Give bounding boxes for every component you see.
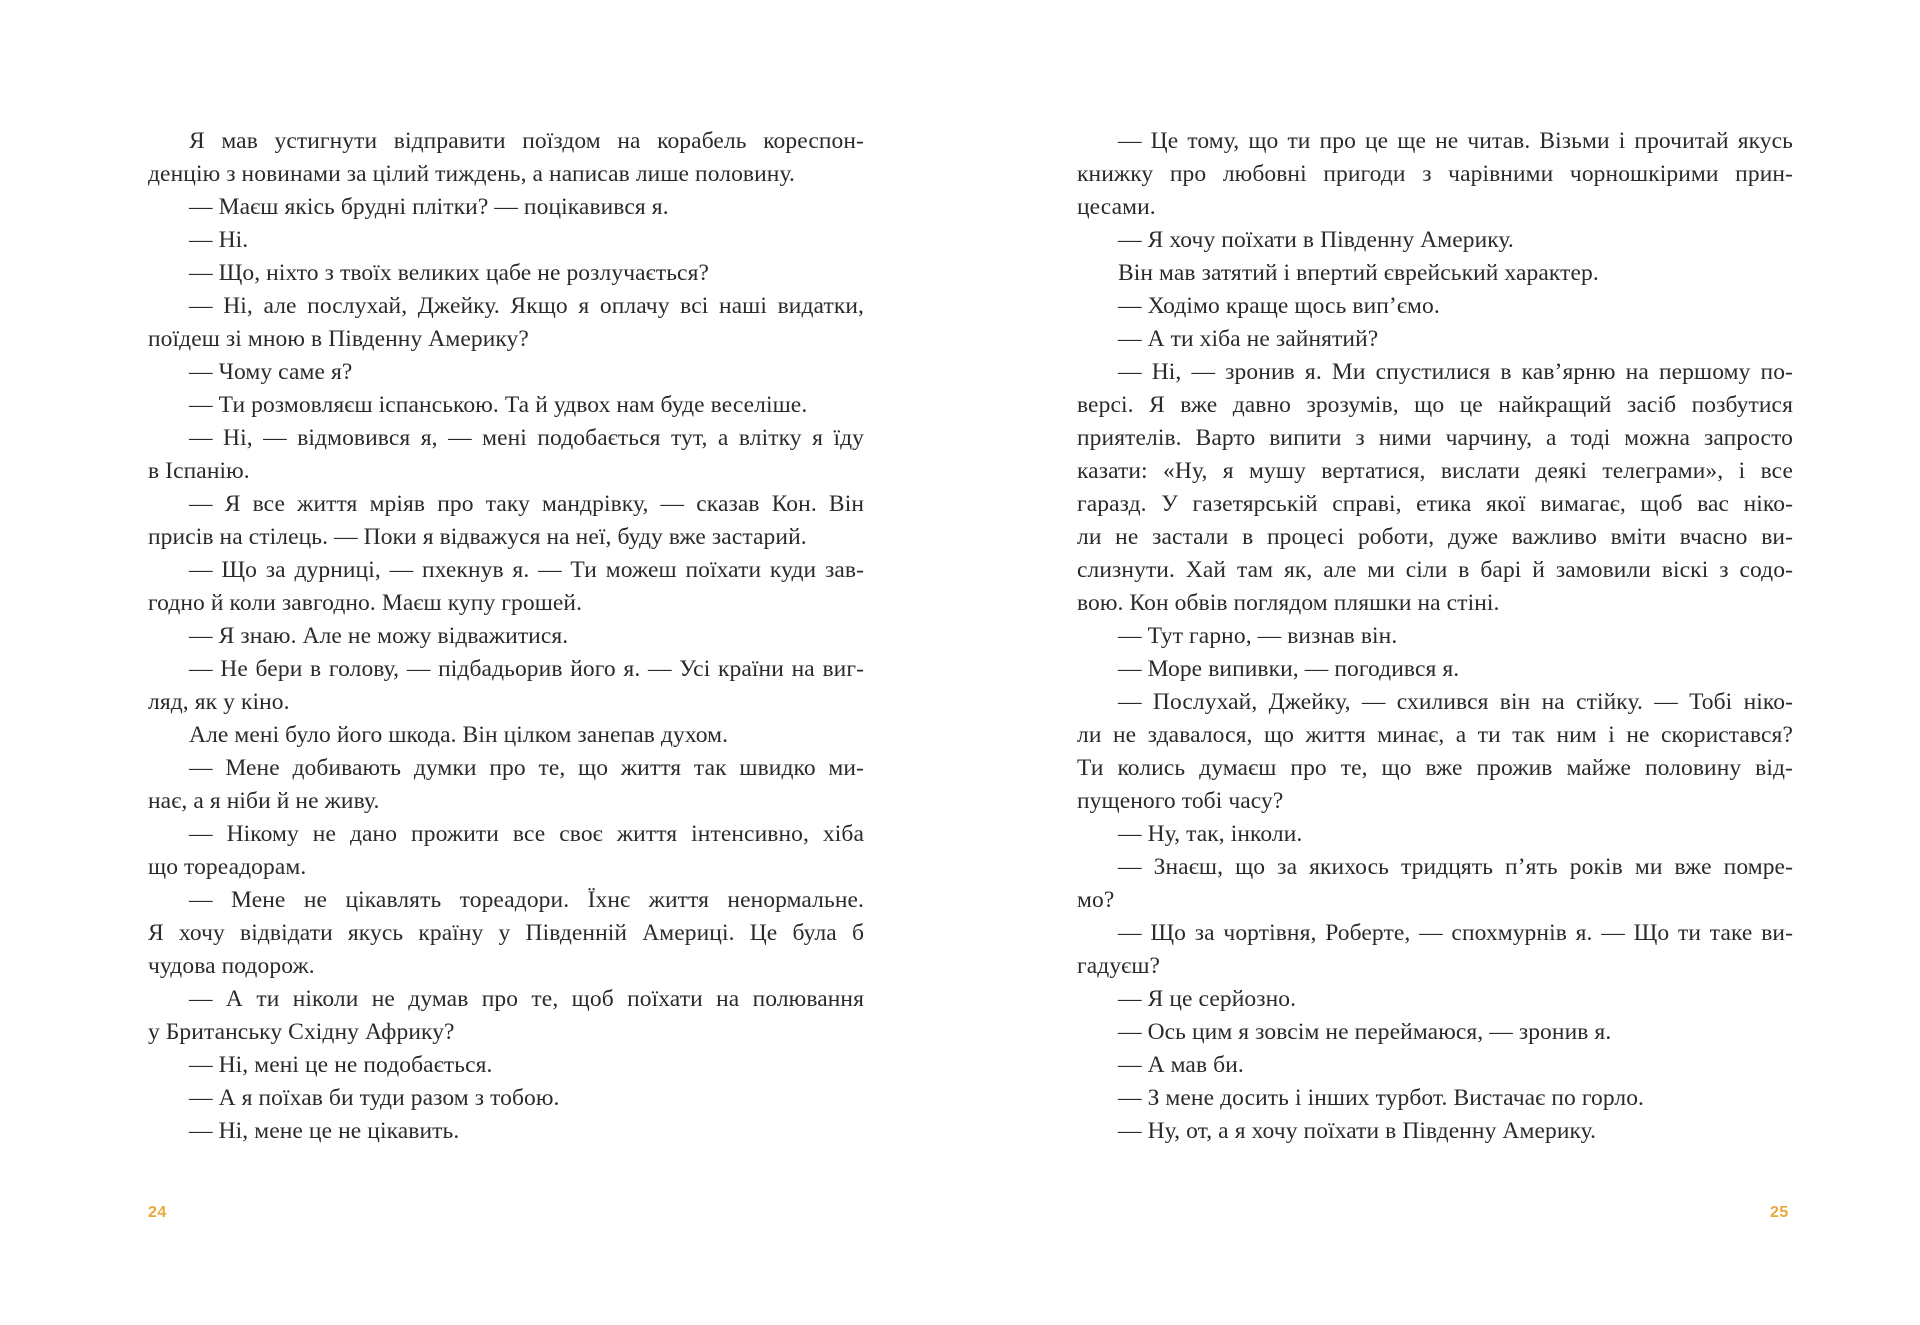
text-line: — Ні, — відмовився я, — мені подобається тут, а влітку я їду [189,425,864,451]
text-line: ли не застали в процесі роботи, дуже важливо вміти вчасно ви- [1077,524,1793,550]
right-page [1077,125,1793,1148]
text-line: годно й коли завгодно. Маєш купу грошей. [148,590,583,616]
text-line: приятелів. Варто випити з ними чарчину, а тоді можна запросто [1077,425,1793,451]
text-line: казати: «Ну, я мушу вертатися, вислати деякі телеграми», і все [1077,458,1793,484]
text-line: — Маєш якісь брудні плітки? — поцікавився я. [189,194,669,220]
text-line: поїдеш зі мною в Південну Америку? [148,326,529,352]
text-line: — Ні, мені це не подобається. [189,1052,493,1078]
text-line: — Море випивки, — погодився я. [1118,656,1460,682]
text-line: — Нікому не дано прожити все своє життя інтенсивно, хіба [189,821,864,847]
text-line: мо? [1077,887,1115,913]
text-line: — А ти хіба не зайнятий? [1118,326,1379,352]
text-line: в Іспанію. [148,458,250,484]
text-line: — Я знаю. Але не можу відважитися. [189,623,569,649]
text-line: — Ні. [189,227,249,253]
text-line: Але мені було його шкода. Він цілком занепав духом. [189,722,729,748]
left-page [148,125,864,1148]
text-line: — Чому саме я? [189,359,353,385]
text-line: — Мене добивають думки про те, що життя так швидко ми- [189,755,864,781]
text-line: — Ні, але послухай, Джейку. Якщо я оплачу всі наші видатки, [189,293,864,319]
text-line: — Що за дурниці, — пхекнув я. — Ти можеш поїхати куди зав- [189,557,864,583]
text-line: — Що за чортівня, Роберте, — спохмурнів я. — Що ти таке ви- [1118,920,1793,946]
text-line: гадуєш? [1077,953,1161,979]
text-line: — Ні, — зронив я. Ми спустилися в кав’ярню на першому по- [1118,359,1793,385]
right-page-number: 25 [1770,1204,1789,1221]
text-line: слизнути. Хай там як, але ми сіли в барі й замовили віскі з содо- [1077,557,1793,583]
text-line: — Послухай, Джейку, — схилився він на стійку. — Тобі ніко- [1118,689,1793,715]
left-page-number: 24 [148,1204,167,1221]
text-line: — Я це серйозно. [1118,986,1297,1012]
text-line: у Британську Східну Африку? [148,1019,455,1045]
text-line: Я хочу відвідати якусь країну у Південній Америці. Це була б [148,920,864,946]
text-line: — Ну, так, інколи. [1118,821,1303,847]
text-line: — А мав би. [1118,1052,1244,1078]
text-line: — Знаєш, що за якихось тридцять п’ять років ми вже помре- [1118,854,1793,880]
text-line: — Це тому, що ти про це ще не читав. Візьми і прочитай якусь [1118,128,1793,154]
text-line: Він мав затятий і впертий єврейський характер. [1118,260,1599,286]
text-line: — Ну, от, а я хочу поїхати в Південну Америку. [1118,1118,1597,1144]
text-line: гаразд. У газетярській справі, етика якої вимагає, щоб вас ніко- [1077,491,1793,517]
text-line: вою. Кон обвів поглядом пляшки на стіні. [1077,590,1500,616]
text-line: ляд, як у кіно. [148,689,290,715]
text-line: що тореадорам. [148,854,307,880]
text-line: — Ось цим я зовсім не переймаюся, — зронив я. [1118,1019,1612,1045]
text-line: Ти колись думаєш про те, що вже прожив майже половину від- [1077,755,1793,781]
text-line: — Я хочу поїхати в Південну Америку. [1118,227,1514,253]
text-line: — Тут гарно, — визнав він. [1118,623,1398,649]
text-line: — Ходімо краще щось вип’ємо. [1118,293,1440,319]
text-line: — Мене не цікавлять тореадори. Їхнє життя ненормальне. [189,887,864,913]
text-line: чудова подорож. [148,953,315,979]
text-line: Я мав устигнути відправити поїздом на корабель кореспон- [189,128,864,154]
text-line: — Ти розмовляєш іспанською. Та й удвох нам буде веселіше. [189,392,808,418]
text-line: — Ні, мене це не цікавить. [189,1118,460,1144]
text-line: — Що, ніхто з твоїх великих цабе не розлучається? [189,260,710,286]
text-line: пущеного тобі часу? [1077,788,1284,814]
text-line: цесами. [1077,194,1156,220]
text-line: денцію з новинами за цілий тиждень, а написав лише половину. [148,161,795,187]
text-line: версі. Я вже давно зрозумів, що це найкращий засіб позбутися [1077,392,1793,418]
text-line: — А я поїхав би туди разом з тобою. [189,1085,560,1111]
text-line: нає, а я ніби й не живу. [148,788,380,814]
text-line: ли не здавалося, що життя минає, а ти так ним і не скористався? [1077,722,1793,748]
text-line: присів на стілець. — Поки я відважуся на неї, буду вже застарий. [148,524,807,550]
text-line: книжку про любовні пригоди з чарівними чорношкірими прин- [1077,161,1793,187]
text-line: — Я все життя мріяв про таку мандрівку, — сказав Кон. Він [189,491,864,517]
text-line: — З мене досить і інших турбот. Вистачає по горло. [1118,1085,1645,1111]
text-line: — А ти ніколи не думав про те, щоб поїхати на полювання [189,986,864,1012]
text-line: — Не бери в голову, — підбадьорив його я. — Усі країни на виг- [189,656,864,682]
